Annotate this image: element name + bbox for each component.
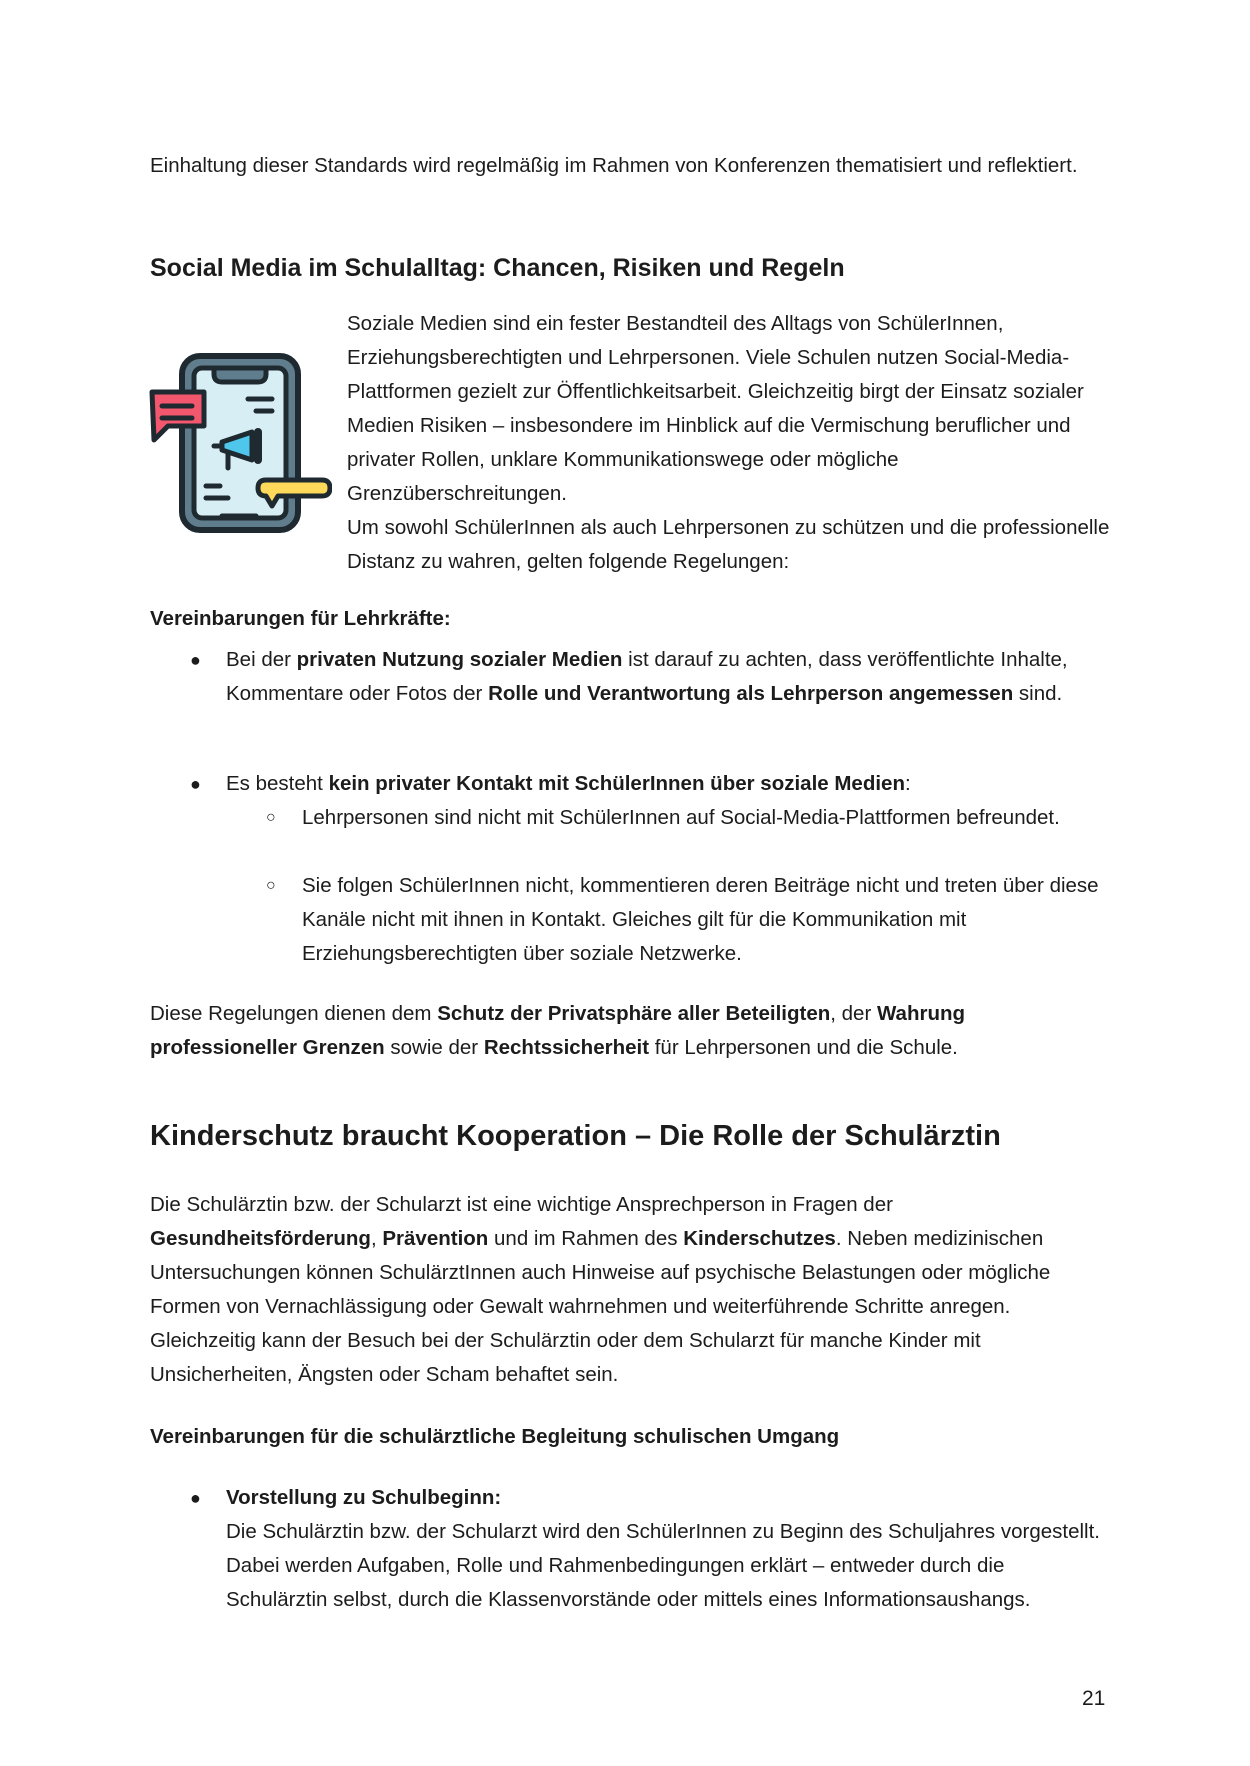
text: , der [830,1002,877,1025]
smartphone-social-media-icon [148,350,332,536]
text: ist darauf zu achten, dass veröffentlichte Inhalte, Kommentare oder Fotos der [226,648,1068,705]
page-number: 21 [1082,1687,1106,1710]
sub-list-item [266,869,1102,971]
list-item [190,1481,1106,1617]
bullet-icon: ● [190,774,201,794]
text: Bei der [226,648,297,671]
text: Sie folgen SchülerInnen nicht, kommentieren deren Beiträge nicht und treten über diese Kanäle nicht mit ihnen in Kontakt. Gleiches gilt für die Kommunikation mit Erziehungsberechtigten über soziale Netzwerke. [302,874,1099,965]
text: , [370,1227,383,1250]
bold-text: Wahrung professioneller Grenzen [150,1002,966,1059]
list-item [190,767,1106,801]
closing-paragraph [150,997,1110,1065]
text: Die Schulärztin bzw. der Schularzt ist eine wichtige Ansprechperson in Fragen der [150,1193,893,1216]
bold-text: Prävention [382,1227,489,1250]
text: für Lehrpersonen und die Schule. [649,1036,958,1059]
subheading-teachers: Vereinbarungen für Lehrkräfte: [150,607,451,630]
text: Die Schulärztin bzw. der Schularzt wird den SchülerInnen zu Beginn des Schuljahres vorgestellt. Dabei werden Aufgaben, Rolle und Rahmenbedingungen erklärt – entweder durch die Schulärztin selbst, durch die Klassenvorstände oder mittels eines Informationsaushangs. [226,1520,1100,1611]
bold-text: Schutz der Privatsphäre aller Beteiligten [437,1002,831,1025]
text: sind. [1013,682,1063,705]
section-heading-kinderschutz: Kinderschutz braucht Kooperation – Die Rolle der Schulärztin [150,1120,1001,1152]
bold-text: Kinderschutzes [683,1227,836,1250]
intro-paragraph: Einhaltung dieser Standards wird regelmäßig im Rahmen von Konferenzen thematisiert und reflektiert. [150,154,1078,177]
social-media-intro [347,307,1112,579]
text: . Neben medizinischen Untersuchungen können SchulärztInnen auch Hinweise auf psychische Belastungen oder mögliche Formen von Vernachlässigung oder Gewalt wahrnehmen und weiterführende Schritte anregen. Gleichzeitig kann der Besuch bei der Schulärztin oder dem Schularzt für manche Kinder mit Unsicherheiten, Ängsten oder Scham behaftet sein. [150,1227,1051,1386]
bullet-icon: ● [190,1488,201,1508]
kinderschutz-paragraph [150,1188,1115,1392]
list-item [190,643,1106,711]
bold-text: privaten Nutzung sozialer Medien [296,648,623,671]
text: Lehrpersonen sind nicht mit SchülerInnen auf Social-Media-Plattformen befreundet. [302,806,1060,829]
bold-text: kein privater Kontakt mit SchülerInnen über soziale Medien [328,772,905,795]
text: Diese Regelungen dienen dem [150,1002,438,1025]
text: sowie der [384,1036,484,1059]
bold-text: Rechtssicherheit [483,1036,650,1059]
text: : [904,772,911,795]
social-media-para-2: Um sowohl SchülerInnen als auch Lehrpersonen zu schützen und die professionelle Distanz zu wahren, gelten folgende Regelungen: [347,516,1110,573]
sub-list-item [266,801,1102,835]
bold-text: Gesundheitsförderung [150,1227,371,1250]
bullet-icon: ● [190,650,201,670]
bold-text: Rolle und Verantwortung als Lehrperson angemessen [488,682,1014,705]
circle-bullet-icon: ○ [266,809,276,826]
subheading-school-doctor: Vereinbarungen für die schulärztliche Begleitung schulischen Umgang [150,1425,840,1448]
social-media-para-1: Soziale Medien sind ein fester Bestandteil des Alltags von SchülerInnen, Erziehungsberechtigten und Lehrpersonen. Viele Schulen nutzen Social-Media-Plattformen gezielt zur Öffentlichkeitsarbeit. Gleichzeitig birgt der Einsatz sozialer Medien Risiken – insbesondere im Hinblick auf die Vermischung beruflicher und privater Rollen, unklare Kommunikationswege oder mögliche Grenzüberschreitungen. [347,312,1084,505]
text: und im Rahmen des [488,1227,684,1250]
circle-bullet-icon: ○ [266,877,276,894]
section-heading-social-media: Social Media im Schulalltag: Chancen, Risiken und Regeln [150,254,845,282]
text: Es besteht [226,772,329,795]
bold-text: Vorstellung zu Schulbeginn: [226,1486,502,1509]
